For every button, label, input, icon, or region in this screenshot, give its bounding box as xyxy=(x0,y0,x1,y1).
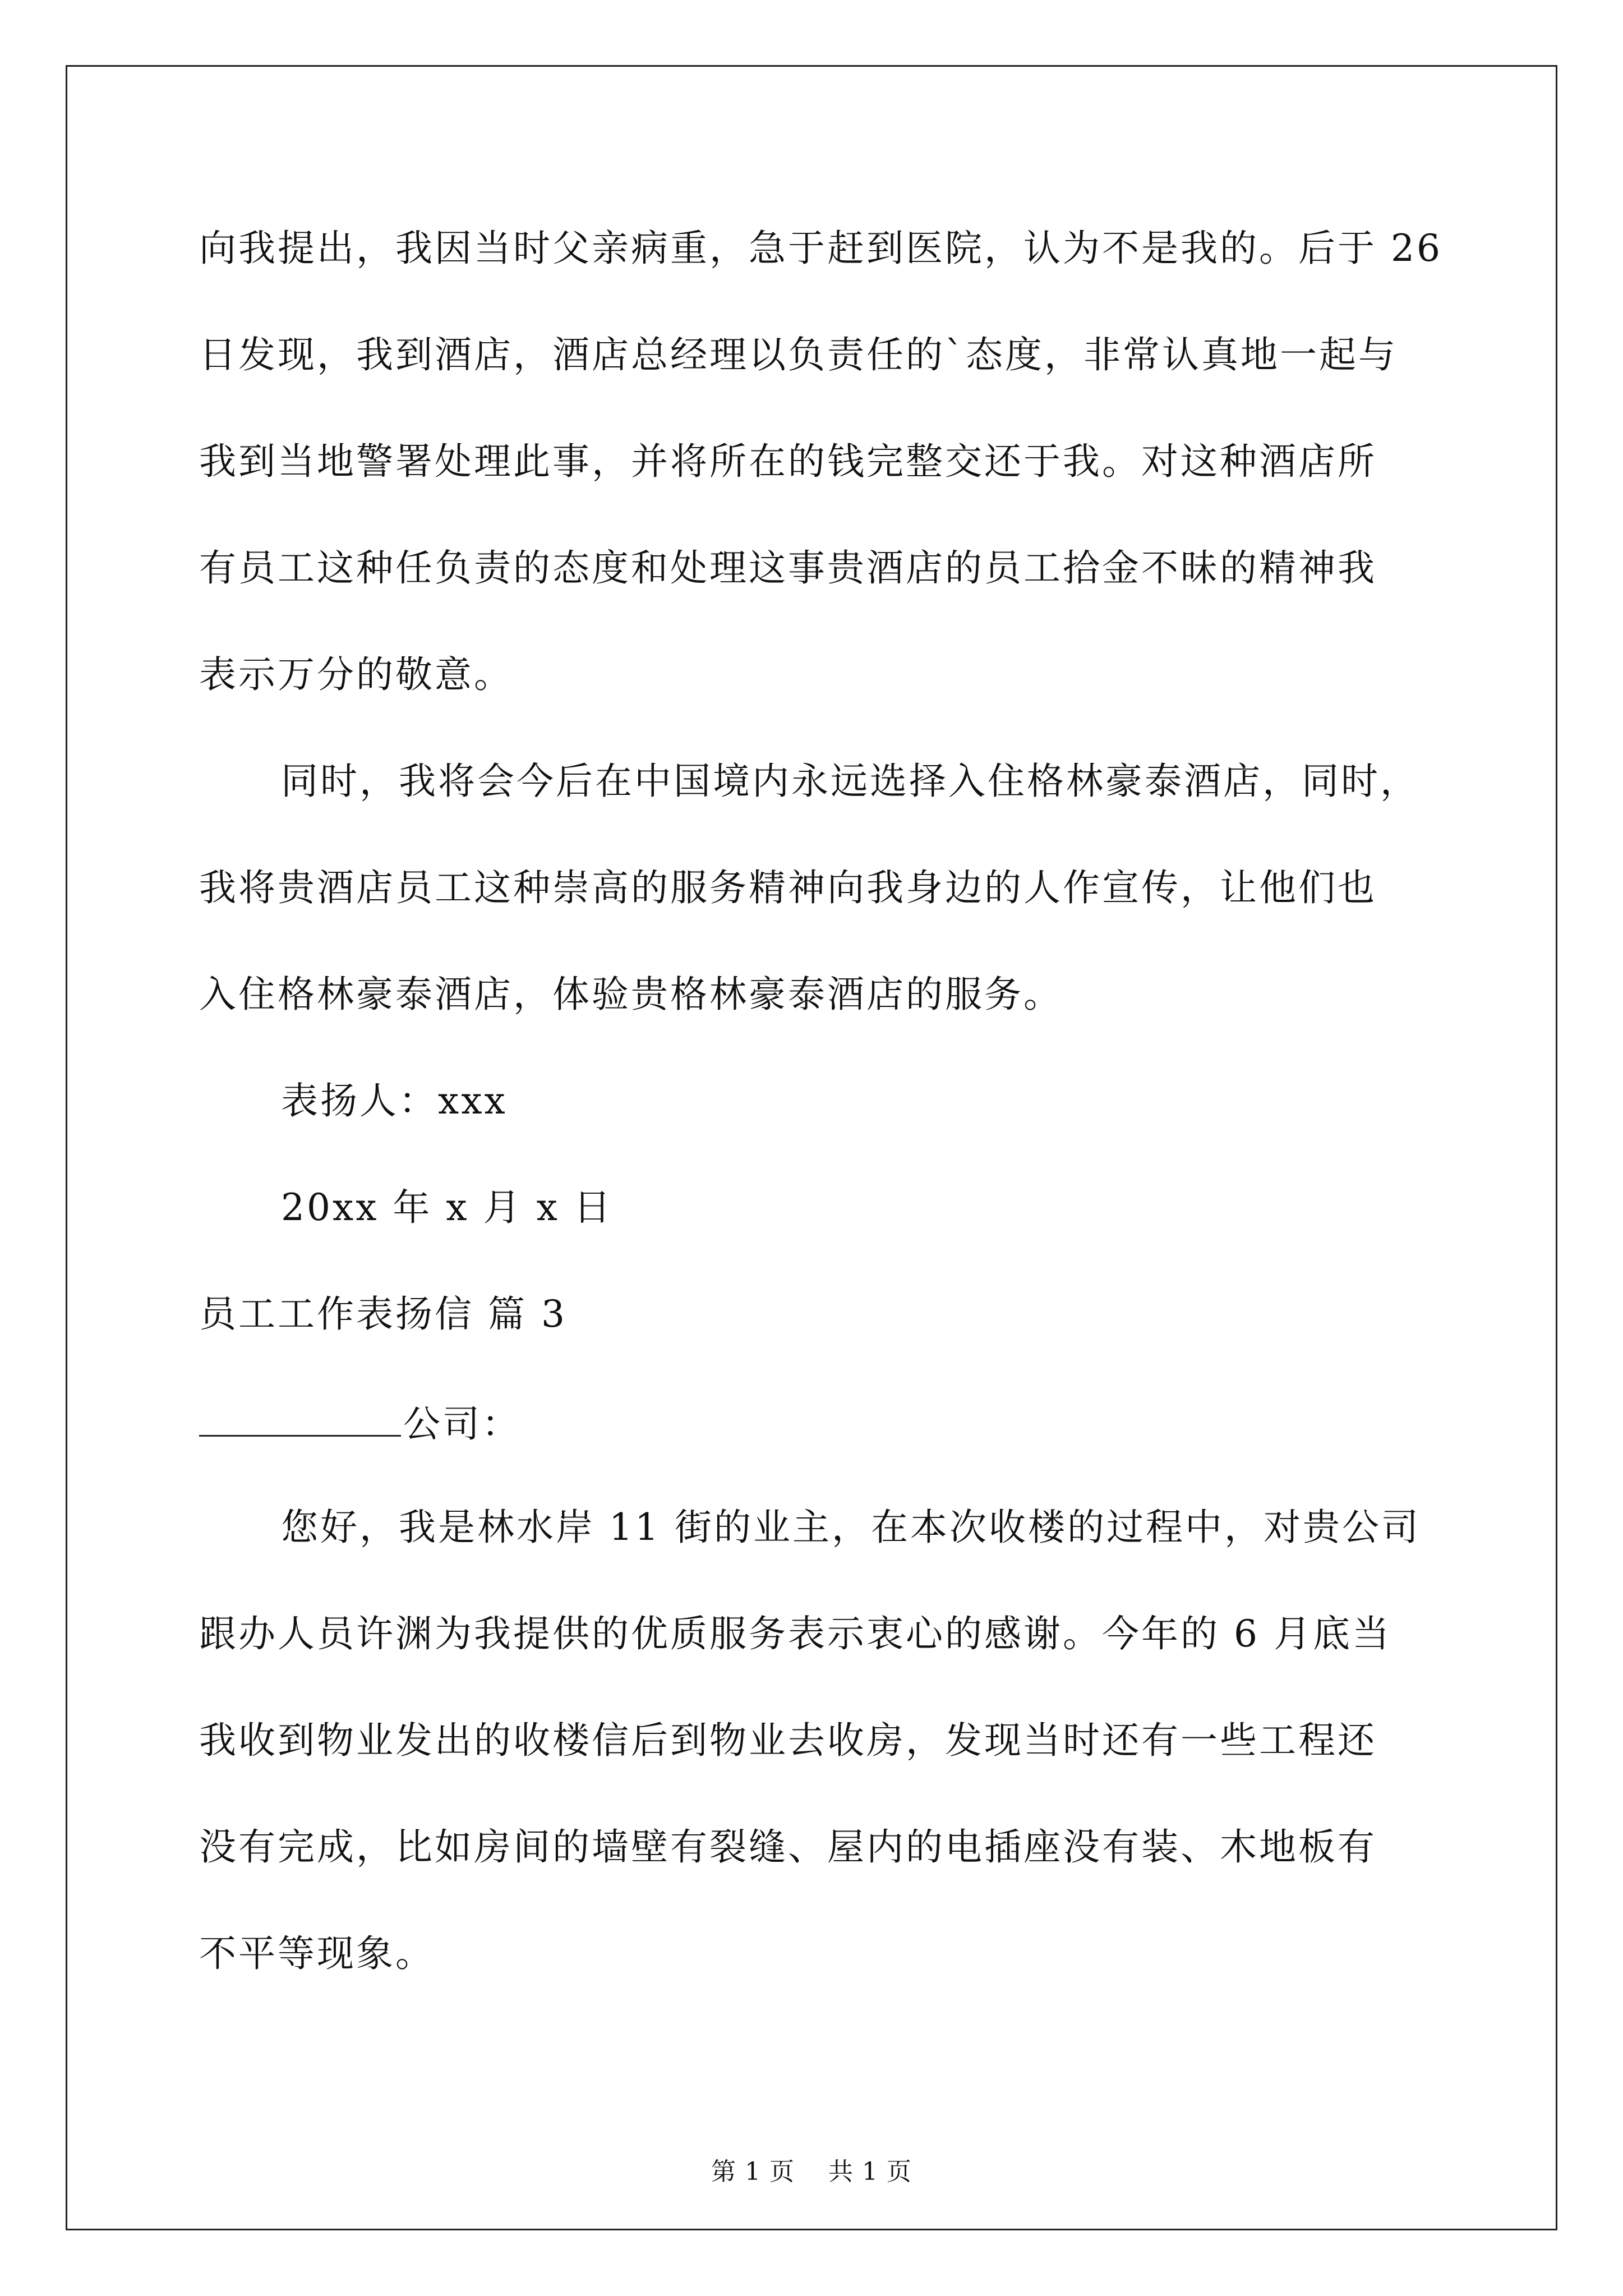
body-line: 跟办人员许渊为我提供的优质服务表示衷心的感谢。今年的 6 月底当 xyxy=(199,1612,1391,1655)
signature-line: 表扬人：xxx xyxy=(281,1079,508,1122)
body-line: 我收到物业发出的收楼信后到物业去收房，发现当时还有一些工程还 xyxy=(199,1719,1377,1762)
body-line: 我将贵酒店员工这种崇高的服务精神向我身边的人作宣传，让他们也 xyxy=(199,866,1377,909)
page-border xyxy=(66,65,1557,2230)
salutation-line xyxy=(199,1402,521,1446)
section-heading: 员工工作表扬信 篇 3 xyxy=(199,1292,567,1336)
body-line: 入住格林豪泰酒店，体验贵格林豪泰酒店的服务。 xyxy=(199,973,1063,1016)
body-line: 我到当地警署处理此事，并将所在的钱完整交还于我。对这种酒店所 xyxy=(199,440,1377,483)
page-number-footer: 第 1 页 共 1 页 xyxy=(711,2157,912,2186)
date-line: 20xx 年 x 月 x 日 xyxy=(281,1186,613,1229)
body-line: 您好，我是林水岸 11 街的业主，在本次收楼的过程中，对贵公司 xyxy=(281,1506,1421,1549)
body-line: 不平等现象。 xyxy=(199,1932,435,1975)
body-line: 有员工这种任负责的态度和处理这事贵酒店的员工拾金不昧的精神我 xyxy=(199,546,1377,590)
body-line: 向我提出，我因当时父亲病重，急于赶到医院，认为不是我的。后于 26 xyxy=(199,227,1442,270)
body-line: 同时，我将会今后在中国境内永远选择入住格林豪泰酒店，同时， xyxy=(281,760,1419,803)
body-line: 没有完成，比如房间的墙壁有裂缝、屋内的电插座没有装、木地板有 xyxy=(199,1825,1377,1869)
body-line: 日发现，我到酒店，酒店总经理以负责任的`态度，非常认真地一起与 xyxy=(199,333,1398,376)
salutation-text: 公司： xyxy=(403,1402,521,1446)
blank-underline xyxy=(199,1402,401,1437)
body-line: 表示万分的敬意。 xyxy=(199,653,513,696)
